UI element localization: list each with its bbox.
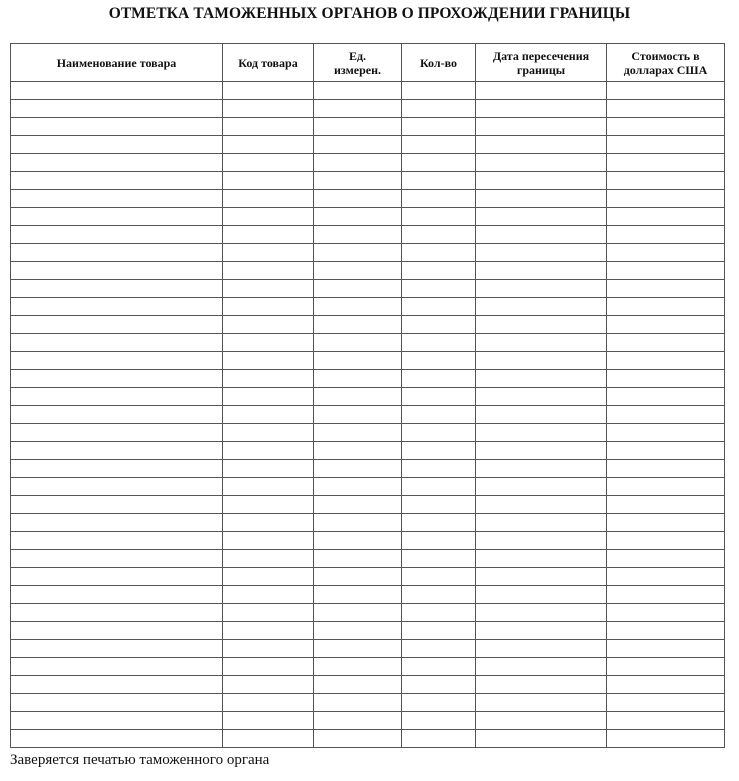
table-cell [607, 352, 725, 370]
table-cell [223, 424, 314, 442]
table-cell [314, 316, 402, 334]
table-cell [11, 622, 223, 640]
table-cell [223, 532, 314, 550]
table-cell [476, 586, 607, 604]
table-cell [223, 550, 314, 568]
table-cell [402, 352, 476, 370]
table-cell [607, 298, 725, 316]
table-row [11, 370, 725, 388]
table-cell [314, 406, 402, 424]
table-cell [476, 352, 607, 370]
table-cell [11, 424, 223, 442]
table-header-row [11, 44, 725, 82]
table-cell [11, 550, 223, 568]
table-cell [607, 406, 725, 424]
table-cell [223, 658, 314, 676]
table-cell [607, 388, 725, 406]
table-row [11, 730, 725, 748]
table-cell [11, 298, 223, 316]
table-cell [314, 460, 402, 478]
table-cell [476, 334, 607, 352]
table-cell [476, 118, 607, 136]
table-cell [402, 424, 476, 442]
table-cell [223, 604, 314, 622]
table-cell [223, 478, 314, 496]
table-row [11, 496, 725, 514]
table-row [11, 226, 725, 244]
table-cell [402, 136, 476, 154]
table-cell [11, 226, 223, 244]
table-cell [476, 730, 607, 748]
table-cell [314, 730, 402, 748]
table-row [11, 208, 725, 226]
table-cell [314, 568, 402, 586]
table-cell [314, 604, 402, 622]
table-cell [402, 478, 476, 496]
table-cell [11, 280, 223, 298]
table-row [11, 352, 725, 370]
table-cell [402, 496, 476, 514]
table-cell [607, 208, 725, 226]
table-cell [476, 262, 607, 280]
table-cell [476, 478, 607, 496]
table-cell [223, 226, 314, 244]
table-cell [607, 604, 725, 622]
table-cell [314, 550, 402, 568]
table-cell [314, 712, 402, 730]
table-cell [402, 514, 476, 532]
table-cell [476, 712, 607, 730]
table-cell [402, 442, 476, 460]
table-cell [476, 496, 607, 514]
table-cell [314, 658, 402, 676]
table-row [11, 172, 725, 190]
table-cell [223, 676, 314, 694]
table-row [11, 406, 725, 424]
table-cell [223, 694, 314, 712]
table-row [11, 658, 725, 676]
table-cell [314, 640, 402, 658]
table-cell [11, 406, 223, 424]
table-cell [223, 280, 314, 298]
table-cell [11, 154, 223, 172]
table-cell [476, 694, 607, 712]
table-cell [607, 730, 725, 748]
customs-marks-table [10, 43, 725, 748]
table-row [11, 712, 725, 730]
table-cell [11, 370, 223, 388]
table-cell [607, 154, 725, 172]
table-cell [11, 316, 223, 334]
table-cell [402, 172, 476, 190]
table-cell [223, 208, 314, 226]
table-cell [607, 316, 725, 334]
table-row [11, 100, 725, 118]
table-cell [402, 190, 476, 208]
table-cell [314, 388, 402, 406]
table-cell [402, 82, 476, 100]
column-header-crossing-date: Дата пересечения границы [476, 44, 607, 82]
table-cell [314, 154, 402, 172]
table-cell [11, 208, 223, 226]
table-row [11, 118, 725, 136]
table-cell [314, 82, 402, 100]
table-row [11, 604, 725, 622]
table-cell [223, 352, 314, 370]
table-cell [11, 388, 223, 406]
table-cell [223, 100, 314, 118]
table-row [11, 154, 725, 172]
table-cell [11, 352, 223, 370]
table-cell [402, 154, 476, 172]
table-row [11, 478, 725, 496]
table-cell [11, 514, 223, 532]
table-cell [402, 244, 476, 262]
table-cell [314, 424, 402, 442]
table-cell [223, 406, 314, 424]
table-cell [11, 658, 223, 676]
table-cell [314, 298, 402, 316]
table-cell [402, 118, 476, 136]
table-cell [314, 208, 402, 226]
table-cell [314, 334, 402, 352]
table-cell [402, 604, 476, 622]
table-cell [607, 676, 725, 694]
table-row [11, 550, 725, 568]
footer-note: Заверяется печатью таможенного органа [10, 752, 270, 768]
table-row [11, 532, 725, 550]
table-cell [476, 424, 607, 442]
table-cell [476, 316, 607, 334]
table-row [11, 334, 725, 352]
column-header-value-usd: Стоимость в долларах США [607, 44, 725, 82]
table-cell [607, 694, 725, 712]
table-cell [11, 532, 223, 550]
table-cell [11, 640, 223, 658]
table-row [11, 280, 725, 298]
table-cell [314, 370, 402, 388]
table-cell [476, 388, 607, 406]
table-cell [476, 442, 607, 460]
table-cell [476, 172, 607, 190]
table-cell [402, 712, 476, 730]
table-cell [476, 298, 607, 316]
table-cell [607, 712, 725, 730]
table-cell [314, 352, 402, 370]
table-cell [314, 100, 402, 118]
table-row [11, 676, 725, 694]
table-cell [314, 478, 402, 496]
table-cell [223, 622, 314, 640]
table-cell [314, 136, 402, 154]
table-cell [402, 334, 476, 352]
table-cell [314, 172, 402, 190]
table-cell [11, 496, 223, 514]
table-cell [223, 154, 314, 172]
table-cell [607, 586, 725, 604]
table-cell [11, 262, 223, 280]
table-cell [607, 172, 725, 190]
column-header-product-name: Наименование товара [11, 44, 223, 82]
table-cell [11, 190, 223, 208]
table-cell [402, 694, 476, 712]
table-cell [402, 388, 476, 406]
table-row [11, 244, 725, 262]
table-cell [314, 496, 402, 514]
table-cell [223, 370, 314, 388]
table-cell [223, 442, 314, 460]
table-cell [476, 154, 607, 172]
table-cell [402, 622, 476, 640]
table-cell [223, 172, 314, 190]
table-cell [607, 226, 725, 244]
table-cell [402, 316, 476, 334]
table-cell [476, 460, 607, 478]
table-cell [314, 694, 402, 712]
table-cell [223, 298, 314, 316]
table-cell [223, 568, 314, 586]
table-row [11, 298, 725, 316]
table-cell [314, 514, 402, 532]
table-cell [11, 442, 223, 460]
table-cell [314, 118, 402, 136]
table-cell [607, 82, 725, 100]
table-cell [11, 460, 223, 478]
table-cell [476, 532, 607, 550]
table-cell [607, 532, 725, 550]
table-cell [476, 676, 607, 694]
table-cell [607, 334, 725, 352]
table-cell [314, 244, 402, 262]
table-cell [314, 676, 402, 694]
table-cell [223, 316, 314, 334]
table-cell [607, 370, 725, 388]
table-cell [11, 694, 223, 712]
table-cell [607, 568, 725, 586]
table-cell [11, 712, 223, 730]
table-row [11, 136, 725, 154]
table-cell [476, 550, 607, 568]
table-cell [314, 442, 402, 460]
column-header-product-code: Код товара [223, 44, 314, 82]
table-cell [223, 262, 314, 280]
table-row [11, 316, 725, 334]
table-cell [402, 568, 476, 586]
table-cell [402, 532, 476, 550]
table-row [11, 622, 725, 640]
table-cell [476, 136, 607, 154]
table-cell [402, 550, 476, 568]
table-row [11, 640, 725, 658]
table-row [11, 190, 725, 208]
table-cell [476, 514, 607, 532]
table-cell [11, 604, 223, 622]
table-cell [476, 370, 607, 388]
table-cell [476, 280, 607, 298]
table-cell [402, 298, 476, 316]
table-cell [314, 532, 402, 550]
table-cell [607, 550, 725, 568]
table-cell [11, 478, 223, 496]
table-cell [223, 712, 314, 730]
table-cell [11, 244, 223, 262]
table-cell [607, 190, 725, 208]
table-cell [402, 730, 476, 748]
document-title: ОТМЕТКА ТАМОЖЕННЫХ ОРГАНОВ О ПРОХОЖДЕНИИ ГРАНИЦЫ [108, 5, 631, 22]
table-cell [402, 658, 476, 676]
table-cell [223, 190, 314, 208]
table-cell [223, 388, 314, 406]
table-cell [402, 262, 476, 280]
table-cell [402, 370, 476, 388]
table-cell [607, 658, 725, 676]
table-cell [607, 244, 725, 262]
table-body [11, 82, 725, 748]
table-cell [11, 730, 223, 748]
table-cell [314, 262, 402, 280]
table-cell [607, 622, 725, 640]
table-row [11, 568, 725, 586]
table-row [11, 460, 725, 478]
table-cell [476, 622, 607, 640]
table-cell [476, 568, 607, 586]
table-cell [476, 100, 607, 118]
table-cell [402, 280, 476, 298]
table-cell [11, 136, 223, 154]
table-cell [223, 82, 314, 100]
table-row [11, 586, 725, 604]
table-row [11, 82, 725, 100]
table-cell [11, 82, 223, 100]
table-cell [11, 676, 223, 694]
table-cell [314, 280, 402, 298]
table-row [11, 262, 725, 280]
table-row [11, 388, 725, 406]
table-cell [607, 514, 725, 532]
table-cell [223, 514, 314, 532]
table-cell [314, 622, 402, 640]
table-cell [11, 586, 223, 604]
table-cell [476, 658, 607, 676]
table-cell [223, 586, 314, 604]
table-cell [607, 262, 725, 280]
table-cell [223, 244, 314, 262]
table-cell [402, 100, 476, 118]
table-cell [223, 136, 314, 154]
table-cell [607, 424, 725, 442]
table-row [11, 442, 725, 460]
table-cell [223, 730, 314, 748]
table-cell [314, 226, 402, 244]
table-cell [476, 604, 607, 622]
table-row [11, 424, 725, 442]
table-cell [476, 640, 607, 658]
table-cell [223, 496, 314, 514]
table-cell [607, 442, 725, 460]
table-cell [223, 640, 314, 658]
table-row [11, 514, 725, 532]
table-cell [476, 208, 607, 226]
table-cell [402, 676, 476, 694]
table-cell [314, 586, 402, 604]
table-cell [11, 568, 223, 586]
table-cell [11, 172, 223, 190]
table-cell [314, 190, 402, 208]
table-cell [476, 406, 607, 424]
table-cell [11, 118, 223, 136]
table-cell [223, 118, 314, 136]
table-cell [11, 334, 223, 352]
table-cell [402, 640, 476, 658]
table-cell [607, 460, 725, 478]
table-cell [476, 226, 607, 244]
table-cell [476, 190, 607, 208]
table-cell [402, 226, 476, 244]
table-cell [402, 208, 476, 226]
table-cell [476, 244, 607, 262]
table-row [11, 694, 725, 712]
table-cell [607, 100, 725, 118]
table-cell [402, 586, 476, 604]
table-cell [607, 496, 725, 514]
table-cell [476, 82, 607, 100]
table-cell [607, 640, 725, 658]
table-cell [607, 136, 725, 154]
column-header-unit: Ед. измерен. [314, 44, 402, 82]
column-header-quantity: Кол-во [402, 44, 476, 82]
table-cell [607, 280, 725, 298]
table-cell [607, 478, 725, 496]
table-cell [223, 460, 314, 478]
table-cell [11, 100, 223, 118]
table-cell [607, 118, 725, 136]
table-cell [402, 460, 476, 478]
table-cell [223, 334, 314, 352]
table-cell [402, 406, 476, 424]
